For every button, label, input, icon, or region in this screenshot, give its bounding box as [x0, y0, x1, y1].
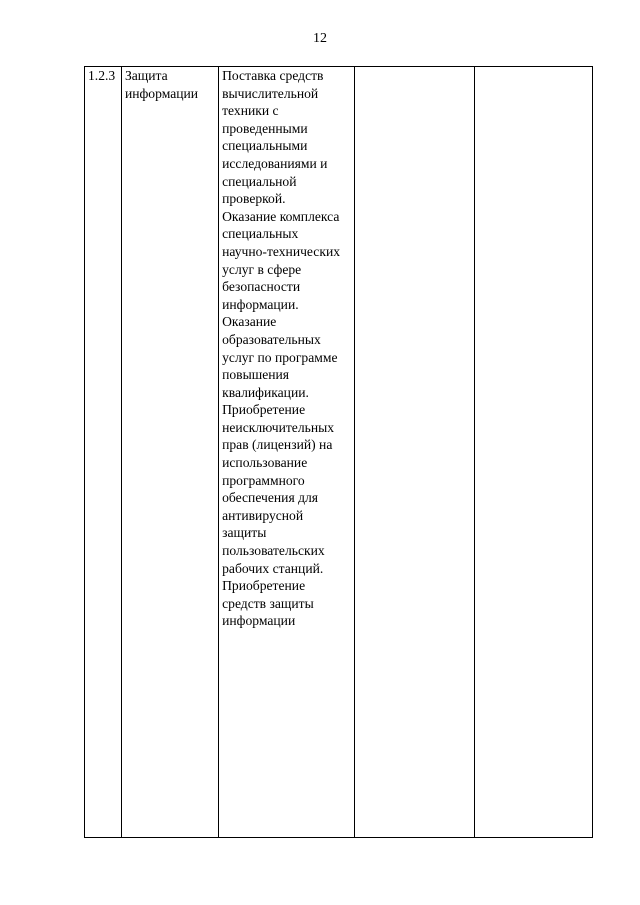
description-line: услуг по программе — [222, 349, 338, 365]
description-line: техники с — [222, 103, 279, 119]
description-line: Оказание — [222, 314, 277, 330]
description-line: использование — [222, 455, 308, 471]
description-line: рабочих станций. — [222, 560, 324, 576]
budget-table — [84, 66, 593, 838]
description-line: Приобретение — [222, 578, 306, 594]
description-line: услуг в сфере — [222, 261, 302, 277]
description-line: специальными — [222, 138, 308, 154]
description-line: образовательных — [222, 331, 321, 347]
description-line: прав (лицензий) на — [222, 437, 333, 453]
description-line: специальных — [222, 226, 299, 242]
description-line: информации. — [222, 296, 299, 312]
description-line: средств защиты — [222, 595, 314, 611]
description-line: Поставка средств — [222, 68, 324, 83]
section-line: Защита — [124, 68, 168, 83]
row-number: 1.2.3 — [88, 68, 116, 83]
description-line: Приобретение — [222, 402, 306, 418]
description-line: безопасности — [222, 279, 301, 295]
description-line: проведенными — [222, 120, 308, 136]
section-cell — [121, 67, 218, 838]
page-number: 12 — [313, 31, 327, 46]
description-cell — [219, 67, 355, 838]
empty-cell-5 — [474, 67, 592, 838]
description-line: исследованиями и — [222, 155, 328, 171]
description-line: обеспечения для — [222, 490, 319, 506]
description-line: антивирусной — [222, 507, 304, 523]
description-line: специальной — [222, 173, 297, 189]
description-line: программного — [222, 472, 305, 488]
description-line: проверкой. — [222, 191, 286, 207]
description-line: квалификации. — [222, 384, 309, 400]
description-line: вычислительной — [222, 85, 319, 101]
empty-cell-4 — [355, 67, 474, 838]
description-line: неисключительных — [222, 419, 335, 435]
description-line: научно-технических — [222, 243, 341, 259]
description-line: повышения — [222, 367, 290, 383]
description-line: защиты — [222, 525, 267, 541]
section-line: информации — [124, 85, 199, 101]
row-number-cell — [85, 67, 122, 838]
description-line: информации — [222, 613, 296, 629]
description-line: Оказание комплекса — [222, 208, 340, 224]
description-line: пользовательских — [222, 543, 325, 559]
table-row — [85, 67, 593, 838]
